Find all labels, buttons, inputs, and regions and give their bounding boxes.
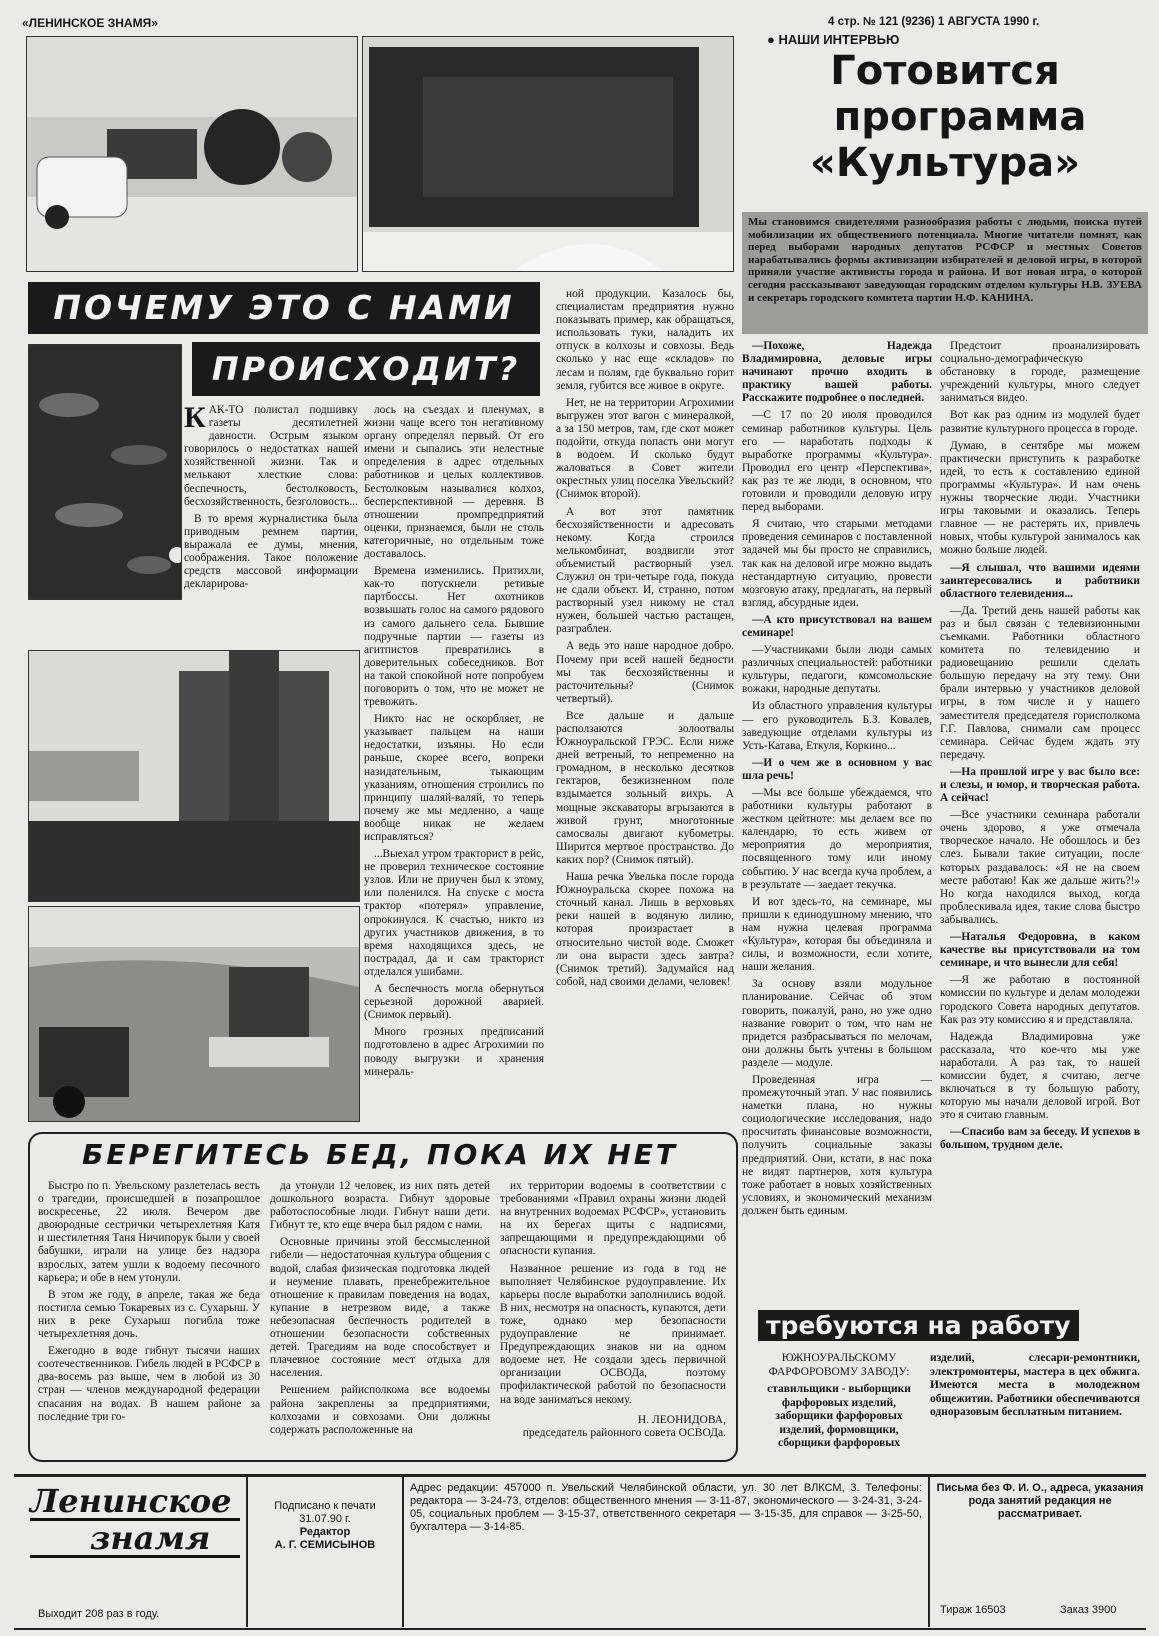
paragraph: Из областного управления культуры — его руководитель Б.З. Ковалев, заведующие отделами культуры из Усть-Катава, Еткуля, Коркино... (742, 700, 932, 752)
signature-title: председатель районного совета ОСВОДа. (522, 1427, 726, 1439)
bullet-icon: ● (767, 32, 779, 47)
paragraph: Быстро по п. Увельскому разлетелась весть о трагедии, происшедшей в позапрошлое воскресенье, 22 июля. Вечером две двоюродные сестрички четырехлетняя Катя и шестилетняя Таня Ничипорук были у своей бабушки, играли на улице без надзора взрослых, затем ушли к водоему песочного карьера; и обе в нем утонули. (38, 1180, 260, 1284)
paragraph: Названное решение из года в год не выполняет Челябинское рудоуправление. Их карьеры после выработки заполнились водой. В них, несмотря на опасность, купаются, дети тоже, однако мер безопасности рудоуправление не принимает. Предупреждающих знаков ни на одном водоеме нет. Не создали здесь первичной организации ОСВОДа, поэтому профилактической работой по безопасности на воде заниматься некому. (500, 1262, 726, 1406)
footer-top-rule (14, 1474, 1146, 1477)
paragraph: Никто нас не оскорбляет, не указывает пальцем на наши недостатки, изъяны. Но если раньше, скорее всего, вопреки назидательным, тыкающим указаниям, отношения строились по принципу шаляй-валяй, то теперь почему же мы медленно, а чаще вообще никак не желаем исправляться? (364, 713, 544, 843)
interview-column-2 (940, 340, 1140, 1300)
paragraph: Вот как раз одним из модулей будет развитие культурного процесса в городе. (940, 409, 1140, 435)
paragraph: И вот здесь-то, на семинаре, мы пришли к единодушному мнению, что нам нужна целевая программа «Культура», которая бы объединяла и силы, и возможности, если хотите, наши желания. (742, 895, 932, 974)
paragraph: А ведь это наше народное добро. Почему при всей нашей бедности мы так бесхозяйственны и расточительны? (Снимок четвертый). (556, 640, 734, 705)
paragraph: Нет, не на территории Агрохимии выгружен этот вагон с минералкой, а за 150 метров, там, где скот может подойти, откуда попасть они могут в водоем. И сколько будут жаловаться в Совет жители окрестных улиц поселка Увельский? (Снимок второй). (556, 396, 734, 501)
paragraph: —Участниками были люди самых различных специальностей: работники культуры, педагоги, комсомольские вожаки, народные депутаты. (742, 644, 932, 696)
paragraph: А беспечность могла обернуться серьезной дорожной аварией. (Снимок первый). (364, 983, 544, 1022)
jobs-employer: ЮЖНОУРАЛЬСКОМУ ФАРФОРОВОМУ ЗАВОДУ: (768, 1352, 910, 1378)
warning-column-1 (38, 1180, 260, 1452)
paragraph: да утонули 12 человек, из них пять детей дошкольного возраста. Гибнут здоровые работоспособные люди. Гибнут наши дети. Гибнут те, кто еще вчера был рядом с нами. (270, 1180, 490, 1232)
footer-logo: Ленинское знамя (30, 1484, 240, 1558)
footer-circulation: Тираж 16503 (940, 1604, 1006, 1616)
paragraph: Я считаю, что старыми методами проведения семинаров с поставленной задачей мы бы просто не справились, так как на деловой игре можно выдать нестандартную ситуацию, провести мозговую атаку, предлагать, на первый взгляд, абсурдные идеи. (742, 518, 932, 609)
footer-frequency: Выходит 208 раз в году. (38, 1608, 160, 1620)
photo-water-lilies (28, 344, 182, 600)
warning-headline: БЕРЕГИТЕСЬ БЕД, ПОКА ИХ НЕТ (81, 1138, 679, 1171)
paragraph: их территории водоемы в соответствии с требованиями «Правил охраны жизни людей на внутренних водоемах РСФСР», установить на их берегах щиты с надписями, запрещающими и предупреждающими об опасности купания. (500, 1180, 726, 1258)
paragraph: Надежда Владимировна уже рассказала, что кое-что мы уже наработали. А раз так, то нашей комиссии будет, я считаю, легче включаться в ту большую работу, которую мы начали деловой игрой. Вот это я считаю главным. (940, 1030, 1140, 1122)
footer-signed: Подписано к печати 31.07.90 г. Редактор А. Г. СЕМИСЫНОВ (274, 1500, 376, 1551)
footer-divider-2 (402, 1477, 404, 1627)
paragraph: —Наталья Федоровна, в каком качестве вы присутствовали на том семинаре, и что вынесли для себя! (940, 931, 1140, 970)
article-paragraph: АК-ТО полистал подшивку газеты десятилетней давности. Острым языком говорилось о недостатках нашей хозяйственной жизни. Так и мелькают хлесткие слова: беспечность, бестолковость, бесхозяйственность, безголовость... (184, 404, 358, 508)
paragraph: Думаю, в сентябре мы можем практически приступить к разработке идей, то есть к составлению единой программы «Культура». И нам очень нужны творческие люди. Участники игры таковыми и оказались. Теперь главное — не растерять их, привлечь новых, чтобы культурой занималось как можно больше людей. (940, 439, 1140, 557)
title-line-1: Готовится (830, 48, 1060, 94)
paragraph: Проведенная игра — промежуточный этап. У нас появились наметки плана, но нужны социологические исследования, надо просчитать финансовые возможности, получить социальные заказы предприятий. Они, кстати, в нас пока не видят партнеров, хотя культура тоже работает в новых хозяйственных условиях, и экономический механизм должен быть единым. (742, 1073, 932, 1217)
paragraph: —Я же работаю в постоянной комиссии по культуре и делам молодежи городского Совета народных депутатов. Как раз эту комиссию я и представляла. (940, 974, 1140, 1026)
jobs-positions: ставильщики - выборщики фарфоровых изделий, заборщики фарфоровых изделий, формовщики, сборщики фарфоровых (767, 1383, 911, 1449)
article-headline-line-1: ПОЧЕМУ ЭТО С НАМИ (28, 282, 540, 334)
paragraph: Решением райисполкома все водоемы района закреплены за предприятиями, колхозами и совхозами. Они должны содержать расположенные на (270, 1384, 490, 1436)
article-headline-line-2: ПРОИСХОДИТ? (192, 342, 540, 396)
paragraph: —Похоже, Надежда Владимировна, деловые игры начинают прочно входить в практику вашей работы. Расскажите подробнее о последней. (742, 340, 932, 405)
footer-letters-note: Письма без Ф. И. О., адреса, указания рода занятий редакция не рассматривает. (936, 1482, 1144, 1520)
issue-info: 4 стр. № 121 (9236) 1 АВГУСТА 1990 г. (828, 16, 1040, 28)
jobs-column-1 (752, 1352, 926, 1451)
jobs-column-2: изделий, слесари-ремонтники, электромонтеры, мастера в цех обжига. Имеются места в молодежном общежитии. Работники обеспечиваются одноразовым бесплатным питанием. (930, 1352, 1140, 1418)
paragraph: —А кто присутствовал на вашем семинаре! (742, 613, 932, 639)
rubric-label: ● НАШИ ИНТЕРВЬЮ (767, 32, 900, 47)
photo-overturned-tractor (26, 36, 358, 272)
article-column-2 (364, 404, 544, 1119)
signature-name: Н. ЛЕОНИДОВА, (637, 1414, 726, 1426)
footer-address: Адрес редакции: 457000 п. Увельский Челябинской области, ул. 30 лет ВЛКСМ, 3. Телефоны: редактора — 3-24-73, отделов: общественного мнения — 3-11-87, экономического — 3-24-31, 3-24-05, социальных проблем — 3-15-37, ответственного секретаря — 3-15-35, для справок — 3-25-50, бухгалтера — 3-14-85. (410, 1482, 922, 1533)
paragraph: —На прошлой игре у вас было все: и слезы, и юмор, и творческая работа. А сейчас! (940, 765, 1140, 805)
paragraph: —Мы все больше убеждаемся, что работники культуры работают в жестком цейтноте: мы делаем все по календарю, то есть живем от мероприятия до мероприятия, посвященного тому или иному событию. У нас всегда куча проблем, а в результате — заедает текучка. (742, 787, 932, 891)
paragraph: А вот этот памятник бесхозяйственности и адресовать некому. Когда строился мелькомбинат, воздвигли этот объемистый растворный узел. Служил он три-четыре года, покуда не сдали объект. И, странно, потом растворный узел никому не стал нужен, большей частью растащен, разграблен. (556, 505, 734, 636)
paragraph: —Я слышал, что вашими идеями заинтересовались и работники областного телевидения... (940, 561, 1140, 600)
paper-name: «ЛЕНИНСКОЕ ЗНАМЯ» (22, 16, 158, 30)
paragraph: —Да. Третий день нашей работы как раз и был связан с телевизионными съемками. Работники областного комитета по телевидению и радиовещанию решили сделать большую передачу на эту тему. Они брали интервью у участников деловой игры, в том числе и у нашего заместителя председателя горисполкома Г.Г. Павлова, снимали сам процесс семинара. Сейчас будем ждать эту передачу. (940, 604, 1140, 761)
jobs-title: требуются на работу (758, 1310, 1079, 1341)
footer-divider-1 (246, 1477, 248, 1627)
paragraph: ...Выехал утром тракторист в рейс, не проверил техническое состояние узлов. Или не приучен был к этому, или поленился. На спуске с моста трактор «потерял» управление, опрокинулся. К счастью, никто из других участников движения, в то время находящихся здесь, не пострадал, да и сам тракторист отделался ушибами. (364, 848, 544, 978)
paragraph: В этом же году, в апреле, такая же беда постигла семью Токаревых из с. Сухарыш. У них в реке Сухарыш погибла тоже четырехлетняя дочь. (38, 1288, 260, 1341)
paragraph: Времена изменились. Притихли, как-то потускнели ретивые партбоссы. Нет охотников возвышать голос на самого рядового из самого дальнего села. Бывшие подручные партии — газеты из агитпистов превратились в доверительных собеседников. Вот на такой спокойной ноте попробуем поговорить о том, что не может не тревожить. (364, 565, 544, 709)
paragraph: ной продукции. Казалось бы, специалистам предприятия нужно показывать пример, как обращаться, использовать туки, наладить их отпуск в колхозы и совхозы. Ведь сколько у нас еще «складов» по лесам и полям, где буквально горит земля, губится все живое в округе. (556, 288, 734, 392)
drop-cap: К (184, 404, 206, 434)
article-column-1 (184, 404, 358, 648)
paragraph: Предстоит проанализировать социально-демографическую обстановку в городе, размещение учреждений культуры, много следует заниматься видео. (940, 340, 1140, 405)
paragraph: Все дальше и дальше расползаются золоотвалы Южноуральской ГРЭС. Если ниже дней ветреный, то непременно на громадном, в несколько десятков гектаров, безжизненном поле вздымается зольный вихрь. А мощные экскаваторы вгрызаются в живой грунт, многотонные самосвалы двигают кубометры. Ширится мертвое пространство. До каких пор? (Снимок пятый). (556, 709, 734, 866)
paragraph: В то время журналистика была приводным ремнем партии, выражала ее думы, мнения, соображения. Такое положение средств массовой информации декларирова- (184, 512, 358, 591)
title-line-3: «Культура» (810, 140, 1080, 186)
warning-column-3 (500, 1180, 726, 1410)
title-line-2: программа (833, 94, 1087, 140)
interview-title (740, 48, 1150, 186)
photo-ash-dump-excavator (28, 906, 360, 1122)
paragraph: Много грозных предписаний подготовлено в адрес Агрохимии по поводу выгрузки и хранения минераль- (364, 1026, 544, 1078)
paragraph: лось на съездах и пленумах, в жизни чаще всего тон негативному органу определял первый. От его имени и сыпались эти нелестные определения в адрес отдельных работников и целых коллективов. Бестолковым называлися колхоз, бесперспективной — деревня. В отношении промпредприятий оценки, признаемся, были не столь категоричные, но отдельным тоже доставалось. (364, 404, 544, 561)
interview-column-1 (742, 340, 932, 1300)
footer-bottom-rule (14, 1628, 1146, 1630)
footer-divider-3 (928, 1477, 930, 1627)
warning-signature (520, 1414, 726, 1440)
warning-column-2 (270, 1180, 490, 1452)
paragraph: Основные причины этой бессмысленной гибели — недостаточная культура общения с водой, слабая физическая подготовка людей и неумение плавать, пренебрежительное отношение к правилам поведения на водах, купание в нетрезвом виде, а также небезопасная беспечность родителей в отношении безопасности собственных детей. Трагедиям на воде способствует и плачевное состояние мест отдыха для населения. (270, 1236, 490, 1380)
article-column-3 (556, 288, 734, 1120)
paragraph: Ежегодно в воде гибнут тысячи наших соотечественников. Гибель людей в РСФСР в два-восемь раз выше, чем в любой из 30 стран — членов международной федерации спасания на водах. В нашем районе за последние три го- (38, 1345, 260, 1423)
paragraph: За основу взяли модульное планирование. Сейчас об этом говорить, пожалуй, рано, но уже одно название говорит о том, что нам не придется разбрасываться по мелочам, они должны быть учтены в большом разделе — модуле. (742, 978, 932, 1069)
paragraph: —Спасибо вам за беседу. И успехов в большом, трудном деле. (940, 1126, 1140, 1152)
footer-order: Заказ 3900 (1060, 1604, 1117, 1616)
paragraph: —Все участники семинара работали очень здорово, я уже отмечала творческое начало. Не обошлось и без слез. Бывали такие ситуации, после которых раздавалось: «Я не на своем месте работаю! Как же дальше жить?!» Но когда находился выход, когда проблескивала идея, такие слова быстро забывались. (940, 809, 1140, 926)
photo-freight-wagon (362, 36, 734, 272)
photo-mortar-plant (28, 650, 360, 902)
paragraph: —С 17 по 20 июля проводился семинар работников культуры. Цель его — наработать подходы к выработке программы «Культура». Проводил его центр «Перспектива», как раз те же люди, в основном, что готовили и проводили деловую игру перед выборами. (742, 409, 932, 514)
interview-lead: Мы становимся свидетелями разнообразия работы с людьми, поиска путей мобилизации их общественного потенциала. Многие читатели помнят, как перед выборами народных депутатов РСФСР и местных Советов нарабатывались формы активизации избирателей и деловой игры, в которой приняли участие активисты города и района. И вот новая игра, о которой сегодня рассказывают заведующая городским отделом культуры Н.В. ЗУЕВА и секретарь городского комитета партии Н.Ф. КАНИНА. (742, 212, 1148, 334)
paragraph: Наша речка Увелька после города Южноуральска скорее похожа на сточный канал. Лишь в верховьях реки нашей в водяную лилию, которая произрастает в относительно чистой воде. Сможет ли она вырасти здесь завтра? (Снимок третий). Задумайся над собой, над своими делами, человек! (556, 871, 734, 988)
paragraph: —И о чем же в основном у вас шла речь! (742, 756, 932, 782)
